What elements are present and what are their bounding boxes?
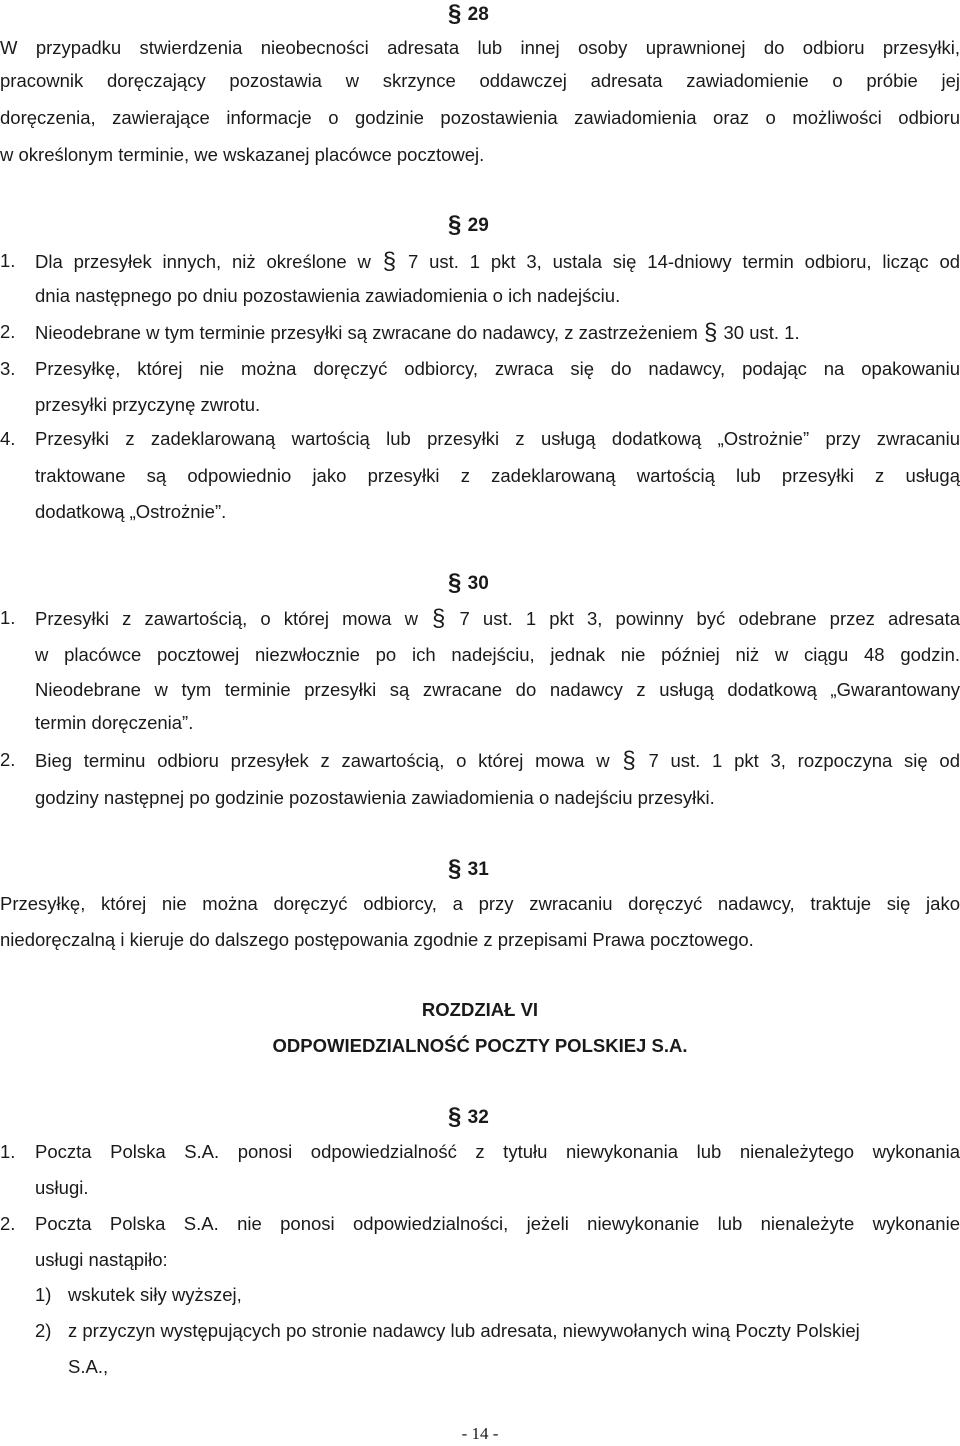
- text-run: 7 ust. 1 pkt 3, rozpoczyna się od: [648, 750, 960, 771]
- section-sign-icon: §: [448, 855, 462, 882]
- section-sign-icon: §: [448, 211, 462, 238]
- list-item-line: dnia następnego po dniu pozostawienia zawiadomienia o ich nadejściu.: [35, 285, 621, 306]
- section-number: 32: [467, 1107, 489, 1128]
- list-item-line: Przesyłkę, której nie można doręczyć odbiorcy, zwraca się do nadawcy, podając na opakowaniu: [35, 358, 960, 379]
- text-run: 7 ust. 1 pkt 3, powinny być odebrane przez adresata: [459, 608, 960, 629]
- section-sign-icon: §: [432, 605, 446, 632]
- list-item-line: Przesyłki z zadeklarowaną wartością lub przesyłki z usługą dodatkową „Ostrożnie” przy zwracaniu: [35, 428, 960, 449]
- sublist-number: 2): [35, 1320, 52, 1341]
- section-heading-28: [447, 1, 489, 27]
- sublist-item-line: wskutek siły wyższej,: [68, 1284, 242, 1305]
- list-number: 1.: [0, 1141, 16, 1162]
- text-run: Bieg terminu odbioru przesyłek z zawartością, o której mowa w: [35, 750, 610, 771]
- list-item-line: termin doręczenia”.: [35, 712, 194, 733]
- list-number: 2.: [0, 1213, 16, 1234]
- section-sign-icon: §: [448, 569, 462, 596]
- section-sign-icon: §: [448, 1103, 462, 1130]
- list-item-line: godziny następnej po godzinie pozostawienia zawiadomienia o nadejściu przesyłki.: [35, 787, 715, 808]
- list-item-line: [35, 249, 960, 274]
- section-heading-31: [447, 856, 489, 882]
- list-item-line: [35, 606, 960, 631]
- section-number: 29: [467, 215, 489, 236]
- text-run: Dla przesyłek innych, niż określone w: [35, 251, 371, 272]
- chapter-subtitle: ODPOWIEDZIALNOŚĆ POCZTY POLSKIEJ S.A.: [272, 1035, 688, 1056]
- sublist-number: 1): [35, 1284, 52, 1305]
- list-number: 1.: [0, 607, 16, 628]
- list-item-line: [35, 748, 960, 773]
- section-number: 31: [467, 859, 489, 880]
- list-item-line: traktowane są odpowiednio jako przesyłki z zadeklarowaną wartością lub przesyłki z usługą: [35, 465, 960, 486]
- paragraph-line: Przesyłkę, której nie można doręczyć odbiorcy, a przy zwracaniu doręczyć nadawcy, traktuje się jako: [0, 893, 960, 914]
- list-item-line: [35, 320, 960, 345]
- section-sign-icon: §: [448, 0, 462, 27]
- list-item-line: usługi.: [35, 1177, 89, 1198]
- paragraph-line: doręczenia, zawierające informacje o godzinie pozostawienia zawiadomienia oraz o możliwości odbioru: [0, 107, 960, 128]
- list-item-line: w placówce pocztowej niezwłocznie po ich nadejściu, jednak nie później niż w ciągu 48 godzin.: [35, 644, 960, 665]
- sublist-item-line: S.A.,: [68, 1356, 109, 1377]
- text-run: Nieodebrane w tym terminie przesyłki są zwracane do nadawcy, z zastrzeżeniem: [35, 322, 698, 343]
- list-item-line: dodatkową „Ostrożnie”.: [35, 501, 227, 522]
- section-sign-icon: §: [622, 747, 636, 774]
- sublist-item-line: z przyczyn występujących po stronie nadawcy lub adresata, niewywołanych winą Poczty Polskiej: [68, 1320, 860, 1341]
- chapter-title: ROZDZIAŁ VI: [421, 999, 539, 1020]
- page-number: - 14 -: [461, 1424, 499, 1443]
- paragraph-line: pracownik doręczający pozostawia w skrzynce oddawczej adresata zawiadomienie o próbie jej: [0, 70, 960, 91]
- list-item-line: usługi nastąpiło:: [35, 1249, 168, 1270]
- list-item-line: Nieodebrane w tym terminie przesyłki są zwracane do nadawcy z usługą dodatkową „Gwarantowany: [35, 679, 960, 700]
- section-number: 30: [467, 573, 489, 594]
- section-sign-icon: §: [704, 319, 718, 346]
- section-sign-icon: §: [382, 248, 397, 275]
- section-heading-32: [447, 1104, 489, 1130]
- list-item-line: Poczta Polska S.A. nie ponosi odpowiedzialności, jeżeli niewykonanie lub nienależyte wykonanie: [35, 1213, 960, 1234]
- list-number: 2.: [0, 321, 16, 342]
- list-number: 4.: [0, 428, 16, 449]
- text-run: 7 ust. 1 pkt 3, ustala się 14-dniowy termin odbioru, licząc od: [407, 251, 960, 272]
- list-number: 3.: [0, 358, 16, 379]
- section-heading-29: [447, 212, 489, 238]
- list-item-line: Poczta Polska S.A. ponosi odpowiedzialność z tytułu niewykonania lub nienależytego wykonania: [35, 1141, 960, 1162]
- list-number: 2.: [0, 749, 16, 770]
- paragraph-line: W przypadku stwierdzenia nieobecności adresata lub innej osoby uprawnionej do odbioru przesyłki,: [0, 37, 960, 58]
- paragraph-line: w określonym terminie, we wskazanej placówce pocztowej.: [0, 144, 485, 165]
- text-run: 30 ust. 1.: [723, 322, 800, 343]
- paragraph-line: niedoręczalną i kieruje do dalszego postępowania zgodnie z przepisami Prawa pocztowego.: [0, 929, 754, 950]
- list-item-line: przesyłki przyczynę zwrotu.: [35, 394, 261, 415]
- section-number: 28: [467, 4, 489, 25]
- text-run: Przesyłki z zawartością, o której mowa w: [35, 608, 418, 629]
- list-number: 1.: [0, 250, 16, 271]
- section-heading-30: [447, 570, 489, 596]
